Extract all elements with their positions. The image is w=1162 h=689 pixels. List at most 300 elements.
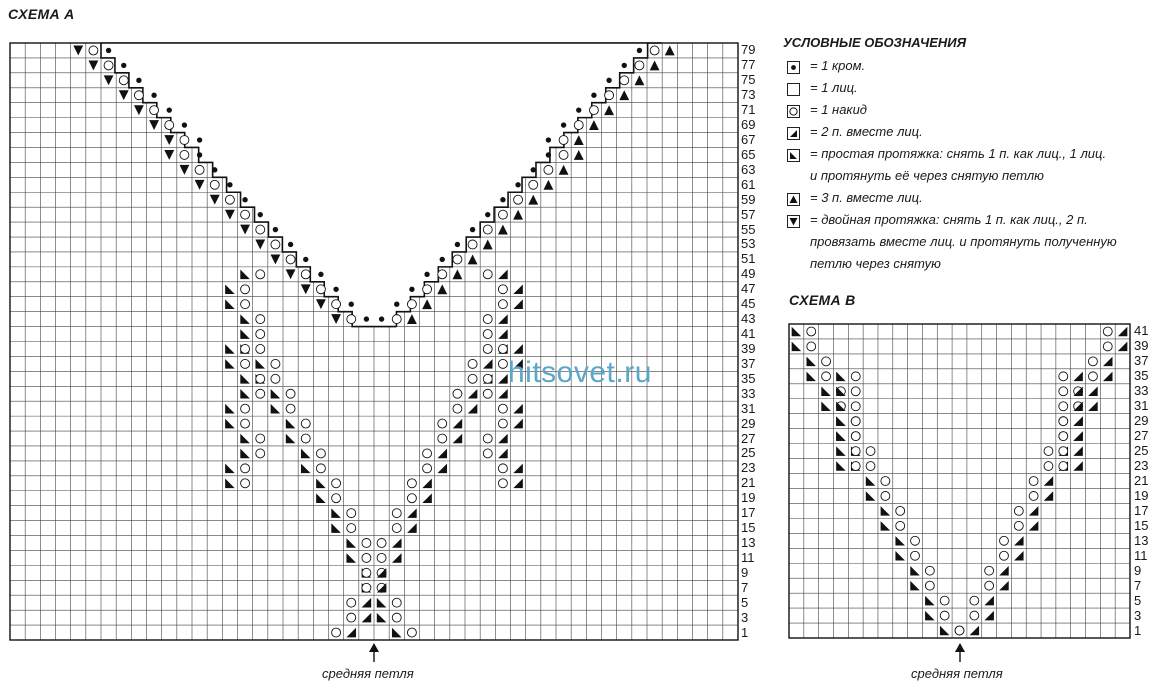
circle-icon bbox=[119, 76, 128, 85]
dot-icon bbox=[394, 302, 399, 307]
circle-icon bbox=[332, 479, 341, 488]
circle-icon bbox=[438, 419, 447, 428]
right-triangle-icon bbox=[362, 613, 372, 623]
circle-icon bbox=[498, 419, 507, 428]
legend-text: = 3 п. вместе лиц. bbox=[810, 190, 923, 205]
circle-icon bbox=[332, 494, 341, 503]
circle-icon bbox=[1000, 551, 1009, 560]
schema-b-row-number: 7 bbox=[1134, 577, 1142, 593]
left-triangle-icon bbox=[377, 613, 387, 623]
down-triangle-icon bbox=[270, 254, 280, 264]
circle-icon bbox=[392, 524, 401, 533]
circle-icon bbox=[1103, 342, 1112, 351]
circle-icon bbox=[453, 389, 462, 398]
circle-icon bbox=[286, 404, 295, 413]
right-triangle-icon bbox=[407, 508, 417, 518]
right-triangle-icon bbox=[1118, 342, 1127, 351]
circle-icon bbox=[881, 477, 890, 486]
circle-icon bbox=[377, 553, 386, 562]
left-triangle-icon bbox=[346, 538, 356, 548]
left-triangle-icon bbox=[225, 404, 235, 414]
circle-icon bbox=[301, 270, 310, 279]
circle-icon bbox=[271, 240, 280, 249]
circle-icon bbox=[483, 374, 492, 383]
circle-icon bbox=[453, 255, 462, 264]
schema-a-row-number: 75 bbox=[741, 72, 756, 88]
schema-a-row-number: 23 bbox=[741, 460, 756, 476]
right-triangle-icon bbox=[1088, 387, 1097, 396]
circle-icon bbox=[104, 61, 113, 70]
circle-icon bbox=[392, 613, 401, 622]
circle-icon bbox=[559, 150, 568, 159]
schema-b-row-number: 13 bbox=[1134, 532, 1149, 548]
down-triangle-icon bbox=[301, 284, 311, 294]
schema-a-row-number: 9 bbox=[741, 564, 749, 580]
schema-a-row-number: 3 bbox=[741, 609, 749, 625]
right-triangle-icon bbox=[498, 434, 508, 444]
circle-icon bbox=[150, 106, 159, 115]
circle-icon bbox=[347, 598, 356, 607]
left-triangle-icon bbox=[271, 389, 281, 399]
circle-icon bbox=[392, 509, 401, 518]
schema-b-row-number: 35 bbox=[1134, 368, 1149, 384]
circle-icon bbox=[1059, 462, 1068, 471]
right-triangle-icon bbox=[453, 419, 463, 429]
right-triangle-icon bbox=[1073, 372, 1082, 381]
circle-icon bbox=[241, 404, 250, 413]
circle-icon bbox=[620, 76, 629, 85]
down-triangle-icon bbox=[88, 60, 98, 70]
right-triangle-icon bbox=[1044, 476, 1053, 485]
left-triangle-icon bbox=[240, 449, 250, 459]
dot-icon bbox=[561, 122, 566, 127]
circle-icon bbox=[1059, 402, 1068, 411]
legend-text: = 1 кром. bbox=[810, 58, 866, 73]
circle-icon bbox=[1088, 372, 1097, 381]
left-triangle-icon bbox=[346, 553, 356, 563]
dot-icon bbox=[424, 272, 429, 277]
down-triangle-icon bbox=[179, 165, 189, 175]
right-triangle-icon bbox=[437, 464, 447, 474]
circle-icon bbox=[925, 566, 934, 575]
right-triangle-icon bbox=[422, 479, 432, 489]
dot-icon bbox=[515, 182, 520, 187]
circle-icon bbox=[165, 121, 174, 130]
left-triangle-icon bbox=[316, 479, 326, 489]
right-triangle-icon bbox=[1073, 416, 1082, 425]
left-triangle-icon bbox=[255, 359, 265, 369]
circle-icon bbox=[362, 583, 371, 592]
up-triangle-icon bbox=[543, 180, 553, 190]
circle-icon bbox=[985, 581, 994, 590]
left-triangle-icon bbox=[836, 431, 845, 440]
circle-icon bbox=[256, 344, 265, 353]
up-triangle-icon bbox=[407, 314, 417, 324]
up-triangle-icon bbox=[665, 46, 675, 56]
circle-icon bbox=[940, 611, 949, 620]
down-triangle-icon bbox=[134, 105, 144, 115]
right-triangle-icon bbox=[1044, 491, 1053, 500]
right-triangle-icon bbox=[1103, 357, 1112, 366]
left-triangle-icon bbox=[836, 372, 845, 381]
circle-icon bbox=[256, 374, 265, 383]
dot-icon bbox=[485, 212, 490, 217]
left-triangle-icon bbox=[866, 476, 875, 485]
right-triangle-icon bbox=[1073, 461, 1082, 470]
dot-icon bbox=[440, 257, 445, 262]
left-triangle-icon bbox=[225, 479, 235, 489]
right-triangle-icon bbox=[1014, 536, 1023, 545]
dot-icon bbox=[227, 182, 232, 187]
dot-icon bbox=[197, 137, 202, 142]
left-triangle-icon bbox=[225, 284, 235, 294]
down-triangle-icon bbox=[316, 299, 326, 309]
left-triangle-icon bbox=[225, 344, 235, 354]
left-triangle-icon bbox=[806, 357, 815, 366]
schema-b-row-number: 1 bbox=[1134, 622, 1142, 638]
schema-b-row-number: 31 bbox=[1134, 398, 1149, 414]
circle-icon bbox=[1059, 372, 1068, 381]
left-triangle-icon bbox=[301, 464, 311, 474]
right-triangle-icon bbox=[787, 127, 800, 140]
schema-b-row-number: 21 bbox=[1134, 473, 1149, 488]
dot-icon bbox=[409, 287, 414, 292]
circle-icon bbox=[881, 492, 890, 501]
legend-item-double-decrease bbox=[787, 213, 1117, 275]
left-triangle-icon bbox=[836, 416, 845, 425]
circle-icon bbox=[256, 315, 265, 324]
down-triangle-icon bbox=[331, 314, 341, 324]
right-triangle-icon bbox=[1029, 521, 1038, 530]
left-triangle-icon bbox=[240, 314, 250, 324]
up-triangle-icon bbox=[574, 150, 584, 160]
right-triangle-icon bbox=[392, 553, 402, 563]
circle-icon bbox=[866, 447, 875, 456]
dot-icon bbox=[787, 61, 800, 74]
circle-icon bbox=[544, 165, 553, 174]
up-arrow-icon bbox=[955, 643, 965, 652]
right-triangle-icon bbox=[1073, 431, 1082, 440]
circle-icon bbox=[1103, 327, 1112, 336]
dot-icon bbox=[546, 137, 551, 142]
circle-icon bbox=[1029, 492, 1038, 501]
legend-text bbox=[810, 143, 1106, 187]
circle-icon bbox=[911, 551, 920, 560]
circle-icon bbox=[362, 568, 371, 577]
dot-icon bbox=[197, 152, 202, 157]
legend-item-k3tog bbox=[787, 191, 923, 209]
circle-icon bbox=[438, 270, 447, 279]
circle-icon bbox=[286, 389, 295, 398]
circle-icon bbox=[210, 180, 219, 189]
left-triangle-icon bbox=[821, 387, 830, 396]
circle-icon bbox=[256, 270, 265, 279]
right-triangle-icon bbox=[1029, 506, 1038, 515]
circle-icon bbox=[866, 462, 875, 471]
schema-b-row-number: 33 bbox=[1134, 383, 1149, 399]
circle-icon bbox=[468, 240, 477, 249]
circle-icon bbox=[1044, 462, 1053, 471]
schema-a-row-number: 37 bbox=[741, 355, 756, 371]
circle-icon bbox=[955, 626, 964, 635]
circle-icon bbox=[650, 46, 659, 55]
right-triangle-icon bbox=[407, 523, 417, 533]
dot-icon bbox=[273, 227, 278, 232]
legend-text-line: = простая протяжка: снять 1 п. как лиц., 1 лиц. bbox=[810, 146, 1107, 161]
legend-text bbox=[810, 209, 1117, 275]
right-triangle-icon bbox=[498, 270, 508, 280]
dot-icon bbox=[606, 78, 611, 83]
circle-icon bbox=[483, 330, 492, 339]
circle-icon bbox=[134, 91, 143, 100]
schema-b-row-number: 41 bbox=[1134, 323, 1149, 339]
dot-icon bbox=[212, 167, 217, 172]
circle-icon bbox=[483, 225, 492, 234]
up-triangle-icon bbox=[437, 284, 447, 294]
up-arrow-icon bbox=[369, 643, 379, 652]
circle-icon bbox=[498, 300, 507, 309]
circle-icon bbox=[241, 344, 250, 353]
legend-text-line: и протянуть её через снятую петлю bbox=[810, 168, 1044, 183]
right-triangle-icon bbox=[346, 628, 356, 638]
left-triangle-icon bbox=[225, 299, 235, 309]
circle-icon bbox=[514, 195, 523, 204]
schema-a-row-number: 25 bbox=[741, 445, 756, 461]
schema-b-row-number: 15 bbox=[1134, 517, 1149, 533]
left-triangle-icon bbox=[881, 506, 890, 515]
schema-a-row-number: 63 bbox=[741, 161, 756, 177]
circle-icon bbox=[851, 462, 860, 471]
right-triangle-icon bbox=[513, 284, 523, 294]
circle-icon bbox=[271, 374, 280, 383]
circle-icon bbox=[483, 449, 492, 458]
dot-icon bbox=[242, 197, 247, 202]
right-triangle-icon bbox=[498, 389, 508, 399]
circle-icon bbox=[362, 539, 371, 548]
down-triangle-icon bbox=[210, 195, 220, 205]
schema-b-row-number: 39 bbox=[1134, 338, 1149, 354]
schema-b-row-number: 17 bbox=[1134, 502, 1149, 518]
left-triangle-icon bbox=[866, 491, 875, 500]
left-triangle-icon bbox=[331, 523, 341, 533]
down-triangle-icon bbox=[240, 225, 250, 235]
up-triangle-icon bbox=[604, 105, 614, 115]
down-triangle-icon bbox=[195, 180, 205, 190]
down-triangle-icon bbox=[104, 75, 114, 85]
watermark-text: hitsovet.ru bbox=[508, 356, 652, 389]
right-triangle-icon bbox=[999, 566, 1008, 575]
circle-icon bbox=[347, 524, 356, 533]
circle-icon bbox=[851, 387, 860, 396]
schema-a-row-number: 17 bbox=[741, 505, 756, 521]
down-triangle-icon bbox=[255, 240, 265, 250]
dot-icon bbox=[136, 78, 141, 83]
up-triangle-icon bbox=[513, 210, 523, 220]
dot-icon bbox=[637, 48, 642, 53]
circle-icon bbox=[822, 372, 831, 381]
right-triangle-icon bbox=[1073, 446, 1082, 455]
down-triangle-icon bbox=[286, 269, 296, 279]
left-triangle-icon bbox=[225, 464, 235, 474]
legend-text-line: петлю через снятую bbox=[810, 256, 941, 271]
circle-icon bbox=[911, 536, 920, 545]
circle-icon bbox=[468, 359, 477, 368]
schema-b-row-number: 27 bbox=[1134, 428, 1149, 444]
right-triangle-icon bbox=[970, 626, 979, 635]
circle-icon bbox=[241, 300, 250, 309]
circle-icon bbox=[483, 344, 492, 353]
schema-b-row-number: 9 bbox=[1134, 562, 1142, 578]
left-triangle-icon bbox=[286, 419, 296, 429]
circle-icon bbox=[483, 270, 492, 279]
schema-a-row-number: 33 bbox=[741, 385, 756, 401]
circle-icon bbox=[1059, 432, 1068, 441]
schema-a-row-number: 7 bbox=[741, 579, 749, 595]
circle-icon bbox=[498, 344, 507, 353]
legend-item-knit bbox=[787, 81, 858, 99]
circle-icon bbox=[347, 315, 356, 324]
up-triangle-icon bbox=[589, 120, 599, 130]
circle-icon bbox=[635, 61, 644, 70]
circle-icon bbox=[423, 449, 432, 458]
dot-icon bbox=[622, 63, 627, 68]
schema-a-row-number: 69 bbox=[741, 117, 756, 133]
up-triangle-icon bbox=[528, 195, 538, 205]
legend-item-ssk bbox=[787, 147, 1106, 187]
circle-icon bbox=[180, 150, 189, 159]
schema-a-row-number: 43 bbox=[741, 311, 756, 327]
circle-icon bbox=[438, 434, 447, 443]
schema-b-row-number: 5 bbox=[1134, 592, 1142, 608]
left-triangle-icon bbox=[225, 419, 235, 429]
circle-icon bbox=[392, 598, 401, 607]
circle-icon bbox=[498, 210, 507, 219]
circle-icon bbox=[225, 195, 234, 204]
left-triangle-icon bbox=[792, 342, 801, 351]
left-triangle-icon bbox=[377, 598, 387, 608]
schema-b-row-number: 23 bbox=[1134, 458, 1149, 474]
circle-icon bbox=[1000, 536, 1009, 545]
empty-square-icon bbox=[787, 83, 800, 96]
legend-text: = 1 накид bbox=[810, 102, 867, 117]
schema-a-title: СХЕМА А bbox=[8, 6, 75, 22]
circle-icon bbox=[316, 449, 325, 458]
circle-icon bbox=[256, 330, 265, 339]
circle-icon bbox=[851, 447, 860, 456]
circle-icon bbox=[89, 46, 98, 55]
schema-a-row-number: 13 bbox=[741, 534, 756, 550]
schema-a-row-number: 57 bbox=[741, 206, 756, 222]
dot-icon bbox=[167, 107, 172, 112]
schema-a-row-number: 27 bbox=[741, 430, 756, 446]
dot-icon bbox=[349, 302, 354, 307]
up-triangle-icon bbox=[468, 254, 478, 264]
schema-a-row-number: 71 bbox=[741, 102, 756, 118]
circle-icon bbox=[807, 327, 816, 336]
circle-icon bbox=[377, 539, 386, 548]
left-triangle-icon bbox=[836, 461, 845, 470]
left-triangle-icon bbox=[225, 359, 235, 369]
up-triangle-icon bbox=[422, 299, 432, 309]
circle-icon bbox=[896, 506, 905, 515]
circle-icon bbox=[498, 464, 507, 473]
schema-a-row-number: 73 bbox=[741, 87, 756, 103]
schema-a-row-number: 77 bbox=[741, 57, 756, 73]
schema-a-row-number: 65 bbox=[741, 146, 756, 162]
schema-a-neckline-cutout bbox=[101, 43, 662, 327]
right-triangle-icon bbox=[468, 389, 478, 399]
left-triangle-icon bbox=[925, 611, 934, 620]
schema-a-row-number: 41 bbox=[741, 326, 756, 342]
right-triangle-icon bbox=[437, 449, 447, 459]
circle-icon bbox=[301, 419, 310, 428]
circle-icon bbox=[498, 285, 507, 294]
dot-icon bbox=[258, 212, 263, 217]
left-triangle-icon bbox=[316, 493, 326, 503]
schema-a-row-number: 55 bbox=[741, 221, 756, 237]
schema-b-grid-border bbox=[789, 324, 1130, 638]
schema-b-center-caption: средняя петля bbox=[911, 666, 1003, 681]
circle-icon bbox=[1059, 417, 1068, 426]
schema-a-row-number: 21 bbox=[741, 475, 756, 491]
up-triangle-icon bbox=[634, 75, 644, 85]
dot-icon bbox=[470, 227, 475, 232]
circle-icon bbox=[256, 389, 265, 398]
left-triangle-icon bbox=[940, 626, 949, 635]
circle-icon bbox=[1014, 506, 1023, 515]
circle-icon bbox=[423, 285, 432, 294]
circle-icon bbox=[241, 479, 250, 488]
circle-icon bbox=[256, 434, 265, 443]
up-triangle-icon bbox=[483, 240, 493, 250]
circle-icon bbox=[559, 136, 568, 145]
left-triangle-icon bbox=[271, 404, 281, 414]
left-triangle-icon bbox=[240, 389, 250, 399]
right-triangle-icon bbox=[513, 299, 523, 309]
circle-icon bbox=[851, 432, 860, 441]
schema-a-row-number: 47 bbox=[741, 281, 756, 297]
legend-item-edge bbox=[787, 59, 865, 77]
dot-icon bbox=[288, 242, 293, 247]
up-triangle-icon bbox=[787, 193, 800, 206]
circle-icon bbox=[407, 479, 416, 488]
right-triangle-icon bbox=[498, 449, 508, 459]
legend-item-k2tog bbox=[787, 125, 923, 143]
right-triangle-icon bbox=[513, 479, 523, 489]
circle-icon bbox=[347, 613, 356, 622]
circle-icon bbox=[316, 464, 325, 473]
left-triangle-icon bbox=[240, 374, 250, 384]
down-triangle-icon bbox=[119, 90, 129, 100]
right-triangle-icon bbox=[1088, 401, 1097, 410]
circle-icon bbox=[896, 521, 905, 530]
circle-icon bbox=[1088, 357, 1097, 366]
circle-icon bbox=[787, 105, 800, 118]
circle-icon bbox=[468, 374, 477, 383]
down-triangle-icon bbox=[164, 150, 174, 160]
schema-a-row-number: 59 bbox=[741, 191, 756, 207]
circle-icon bbox=[316, 285, 325, 294]
left-triangle-icon bbox=[895, 536, 904, 545]
dot-icon bbox=[546, 152, 551, 157]
schema-b-row-number: 19 bbox=[1134, 487, 1149, 503]
circle-icon bbox=[241, 359, 250, 368]
schema-a-row-number: 15 bbox=[741, 520, 756, 536]
dot-icon bbox=[500, 197, 505, 202]
left-triangle-icon bbox=[301, 449, 311, 459]
circle-icon bbox=[925, 581, 934, 590]
circle-icon bbox=[807, 342, 816, 351]
